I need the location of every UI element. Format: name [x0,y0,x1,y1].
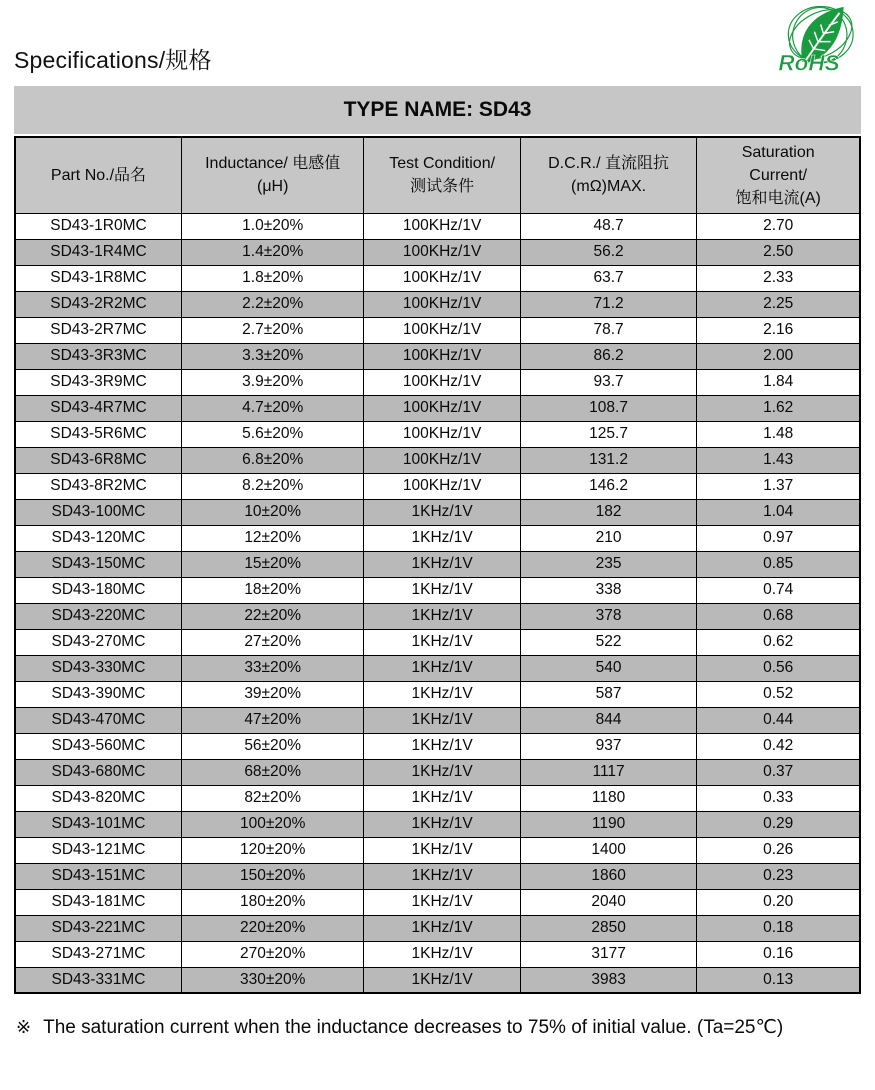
table-cell: 1KHz/1V [364,499,520,525]
table-cell: 100KHz/1V [364,213,520,239]
table-cell: 1KHz/1V [364,603,520,629]
table-cell: SD43-2R7MC [15,317,181,343]
table-cell: 3.3±20% [181,343,364,369]
table-cell: 3983 [520,967,697,993]
table-cell: 0.33 [697,785,860,811]
table-cell: 0.68 [697,603,860,629]
table-cell: 1KHz/1V [364,863,520,889]
table-cell: 63.7 [520,265,697,291]
table-cell: SD43-8R2MC [15,473,181,499]
table-cell: SD43-820MC [15,785,181,811]
table-cell: 100KHz/1V [364,421,520,447]
rohs-logo-icon [773,2,863,74]
table-cell: 150±20% [181,863,364,889]
table-cell: 522 [520,629,697,655]
table-row [15,629,860,655]
table-cell: SD43-4R7MC [15,395,181,421]
table-row [15,369,860,395]
table-cell: 71.2 [520,291,697,317]
table-cell: SD43-151MC [15,863,181,889]
table-cell: SD43-331MC [15,967,181,993]
table-cell: 5.6±20% [181,421,364,447]
table-cell: SD43-6R8MC [15,447,181,473]
table-cell: 1.4±20% [181,239,364,265]
reference-mark: ※ [16,1017,32,1037]
table-cell: 100KHz/1V [364,317,520,343]
table-cell: 330±20% [181,967,364,993]
table-row [15,915,860,941]
table-row [15,447,860,473]
table-cell: 100KHz/1V [364,291,520,317]
table-cell: SD43-1R4MC [15,239,181,265]
table-row [15,239,860,265]
table-cell: 0.20 [697,889,860,915]
table-cell: 2.70 [697,213,860,239]
table-cell: 4.7±20% [181,395,364,421]
table-row [15,343,860,369]
table-row [15,889,860,915]
table-cell: SD43-3R9MC [15,369,181,395]
table-cell: 100KHz/1V [364,265,520,291]
table-cell: 1KHz/1V [364,759,520,785]
table-cell: 1KHz/1V [364,915,520,941]
table-cell: 10±20% [181,499,364,525]
table-cell: SD43-101MC [15,811,181,837]
table-cell: SD43-330MC [15,655,181,681]
table-cell: 1.37 [697,473,860,499]
table-cell: 587 [520,681,697,707]
col-header-inductance: Inductance/ 电感值 (μH) [181,137,364,213]
col-header-dcr: D.C.R./ 直流阻抗 (mΩ)MAX. [520,137,697,213]
table-cell: 0.37 [697,759,860,785]
table-row [15,681,860,707]
table-cell: 0.62 [697,629,860,655]
table-row [15,707,860,733]
table-cell: 1180 [520,785,697,811]
table-cell: 1860 [520,863,697,889]
table-cell: 125.7 [520,421,697,447]
table-row [15,655,860,681]
table-cell: 82±20% [181,785,364,811]
table-cell: 6.8±20% [181,447,364,473]
table-cell: SD43-2R2MC [15,291,181,317]
table-cell: 2.50 [697,239,860,265]
table-cell: 78.7 [520,317,697,343]
table-header-row [15,137,860,213]
rohs-label: RoHS [778,50,840,74]
table-cell: 937 [520,733,697,759]
table-cell: 1KHz/1V [364,551,520,577]
table-cell: 540 [520,655,697,681]
table-cell: SD43-121MC [15,837,181,863]
table-cell: 0.18 [697,915,860,941]
table-cell: 378 [520,603,697,629]
table-cell: 100±20% [181,811,364,837]
table-row [15,395,860,421]
table-cell: 2.00 [697,343,860,369]
table-cell: 0.52 [697,681,860,707]
table-cell: 2.7±20% [181,317,364,343]
table-row [15,785,860,811]
table-cell: SD43-220MC [15,603,181,629]
table-cell: 48.7 [520,213,697,239]
table-row [15,213,860,239]
table-cell: SD43-270MC [15,629,181,655]
type-name-bar: TYPE NAME: SD43 [14,86,861,134]
table-cell: 131.2 [520,447,697,473]
table-cell: 1KHz/1V [364,889,520,915]
table-row [15,733,860,759]
table-cell: 0.29 [697,811,860,837]
table-cell: 1KHz/1V [364,681,520,707]
table-cell: 15±20% [181,551,364,577]
table-cell: 2.2±20% [181,291,364,317]
table-cell: 1KHz/1V [364,811,520,837]
table-cell: 1KHz/1V [364,967,520,993]
table-cell: SD43-470MC [15,707,181,733]
table-cell: SD43-181MC [15,889,181,915]
table-row [15,291,860,317]
table-cell: 1KHz/1V [364,655,520,681]
table-cell: 1KHz/1V [364,941,520,967]
col-header-saturation-current: Saturation Current/ 饱和电流(A) [697,137,860,213]
table-cell: 1.48 [697,421,860,447]
table-cell: 0.23 [697,863,860,889]
table-cell: 3177 [520,941,697,967]
table-row [15,317,860,343]
table-cell: 1.43 [697,447,860,473]
table-cell: 0.74 [697,577,860,603]
table-cell: 86.2 [520,343,697,369]
saturation-footnote [16,1016,861,1039]
table-cell: 220±20% [181,915,364,941]
table-cell: 22±20% [181,603,364,629]
table-cell: 100KHz/1V [364,447,520,473]
table-cell: 56±20% [181,733,364,759]
table-cell: 844 [520,707,697,733]
table-cell: 100KHz/1V [364,239,520,265]
table-row [15,265,860,291]
table-row [15,863,860,889]
table-cell: 2850 [520,915,697,941]
table-cell: SD43-680MC [15,759,181,785]
table-cell: 0.26 [697,837,860,863]
table-cell: 1117 [520,759,697,785]
table-cell: 100KHz/1V [364,343,520,369]
table-row [15,551,860,577]
table-cell: 180±20% [181,889,364,915]
table-cell: 1400 [520,837,697,863]
table-cell: 12±20% [181,525,364,551]
page-title: Specifications/规格 [14,47,212,73]
table-row [15,941,860,967]
table-row [15,811,860,837]
table-cell: 235 [520,551,697,577]
table-cell: 0.97 [697,525,860,551]
table-cell: 93.7 [520,369,697,395]
table-cell: SD43-271MC [15,941,181,967]
table-cell: 270±20% [181,941,364,967]
table-cell: 1KHz/1V [364,525,520,551]
table-cell: 1KHz/1V [364,785,520,811]
table-row [15,525,860,551]
table-cell: SD43-100MC [15,499,181,525]
table-cell: SD43-390MC [15,681,181,707]
table-cell: 2.16 [697,317,860,343]
table-cell: 1KHz/1V [364,577,520,603]
table-row [15,473,860,499]
table-cell: 1.04 [697,499,860,525]
table-cell: 47±20% [181,707,364,733]
table-cell: 33±20% [181,655,364,681]
table-cell: 0.56 [697,655,860,681]
table-cell: 39±20% [181,681,364,707]
spec-table-body [15,213,860,993]
table-row [15,837,860,863]
table-cell: 3.9±20% [181,369,364,395]
table-cell: 0.44 [697,707,860,733]
table-cell: SD43-560MC [15,733,181,759]
table-cell: SD43-221MC [15,915,181,941]
table-cell: SD43-120MC [15,525,181,551]
table-cell: SD43-1R0MC [15,213,181,239]
table-cell: 27±20% [181,629,364,655]
table-cell: 0.42 [697,733,860,759]
table-row [15,577,860,603]
table-cell: 100KHz/1V [364,395,520,421]
table-cell: 1KHz/1V [364,837,520,863]
table-cell: 1KHz/1V [364,733,520,759]
table-cell: 146.2 [520,473,697,499]
table-cell: 108.7 [520,395,697,421]
table-cell: 56.2 [520,239,697,265]
table-row [15,603,860,629]
table-cell: 120±20% [181,837,364,863]
table-cell: 0.85 [697,551,860,577]
table-cell: 1KHz/1V [364,707,520,733]
table-row [15,967,860,993]
table-cell: 0.13 [697,967,860,993]
table-row [15,499,860,525]
table-cell: 2040 [520,889,697,915]
table-cell: 0.16 [697,941,860,967]
table-row [15,421,860,447]
table-cell: 1190 [520,811,697,837]
spec-table [14,136,861,994]
table-cell: 2.33 [697,265,860,291]
table-cell: 338 [520,577,697,603]
table-row [15,759,860,785]
table-cell: 68±20% [181,759,364,785]
table-cell: SD43-3R3MC [15,343,181,369]
table-cell: 1.62 [697,395,860,421]
table-cell: 1.0±20% [181,213,364,239]
table-cell: 1.8±20% [181,265,364,291]
col-header-part-no: Part No./品名 [15,137,181,213]
table-cell: 1KHz/1V [364,629,520,655]
table-cell: 2.25 [697,291,860,317]
table-cell: 100KHz/1V [364,369,520,395]
table-cell: 18±20% [181,577,364,603]
table-cell: 182 [520,499,697,525]
col-header-test-condition: Test Condition/ 测试条件 [364,137,520,213]
table-cell: 100KHz/1V [364,473,520,499]
table-cell: SD43-1R8MC [15,265,181,291]
table-cell: SD43-180MC [15,577,181,603]
table-cell: SD43-150MC [15,551,181,577]
table-cell: 1.84 [697,369,860,395]
page-header [0,0,875,86]
table-cell: SD43-5R6MC [15,421,181,447]
table-cell: 210 [520,525,697,551]
table-cell: 8.2±20% [181,473,364,499]
footnote-text: The saturation current when the inductance decreases to 75% of initial value. (Ta=25℃) [43,1017,784,1038]
